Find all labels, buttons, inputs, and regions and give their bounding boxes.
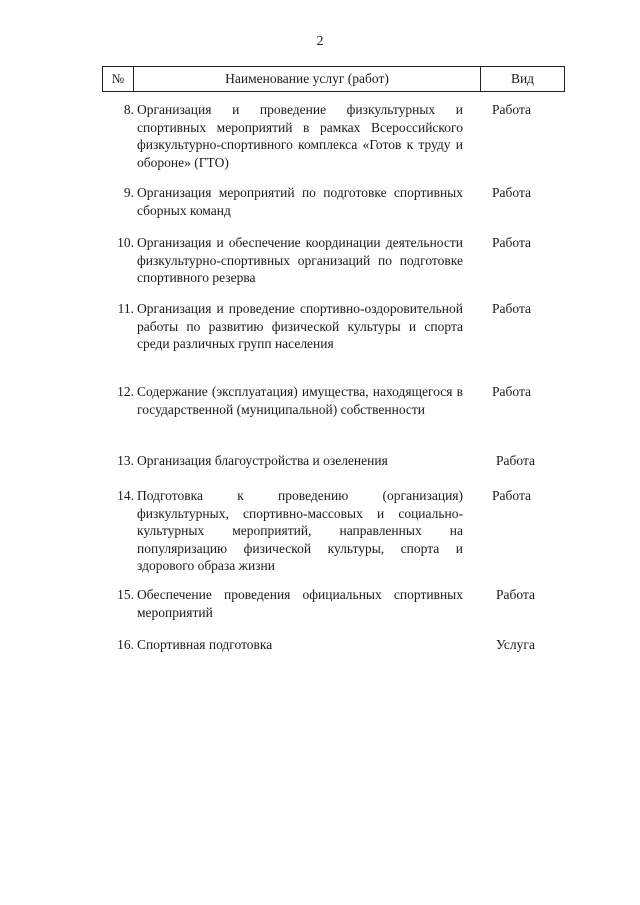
row-number: 11. <box>117 301 134 316</box>
row-type: Работа <box>492 102 531 117</box>
row-type: Работа <box>492 384 531 399</box>
row-text: Организация и проведение физкультурных и спортивных мероприятий в рамках Всероссийского физкультурно-спортивного комплекса «Готов к труду и обороне» (ГТО) <box>137 102 463 170</box>
row-text: Организация и обеспечение координации деятельности физкультурно-спортивных организаций по подготовке спортивного резерва <box>137 235 463 286</box>
row-number: 13. <box>117 453 134 468</box>
row-type: Работа <box>492 235 531 250</box>
row-number: 8. <box>123 102 134 117</box>
row-number: 14. <box>117 488 134 503</box>
row-type: Работа <box>496 453 535 468</box>
row-text: Спортивная подготовка <box>137 637 273 652</box>
row-text: Обеспечение проведения официальных спортивных мероприятий <box>137 587 463 620</box>
row-type: Работа <box>492 488 531 503</box>
row-number: 16. <box>117 637 134 652</box>
header-name-cell: Наименование услуг (работ) <box>134 67 481 91</box>
row-type: Услуга <box>496 637 535 652</box>
row-number: 9. <box>123 185 134 200</box>
row-type: Работа <box>492 301 531 316</box>
row-text: Подготовка к проведению (организация) физкультурных, спортивно-массовых и социально-культурных мероприятий, направленных на популяризацию физической культуры, спорта и здорового образа жизни <box>137 488 463 574</box>
header-type-cell: Вид <box>510 71 535 86</box>
row-number: 15. <box>117 587 134 602</box>
row-text: Организация и проведение спортивно-оздоровительной работы по развитию физической культуры и спорта среди различных групп населения <box>137 301 463 352</box>
row-number: 12. <box>117 384 134 399</box>
row-number: 10. <box>117 235 134 250</box>
page-number: 2 <box>316 34 324 49</box>
row-text: Организация благоустройства и озеленения <box>137 453 388 468</box>
table-header <box>102 66 565 92</box>
row-text: Организация мероприятий по подготовке спортивных сборных команд <box>137 185 463 218</box>
row-type: Работа <box>496 587 535 602</box>
header-number-cell: № <box>103 67 134 91</box>
row-type: Работа <box>492 185 531 200</box>
row-text: Содержание (эксплуатация) имущества, находящегося в государственной (муниципальной) собственности <box>137 384 463 417</box>
